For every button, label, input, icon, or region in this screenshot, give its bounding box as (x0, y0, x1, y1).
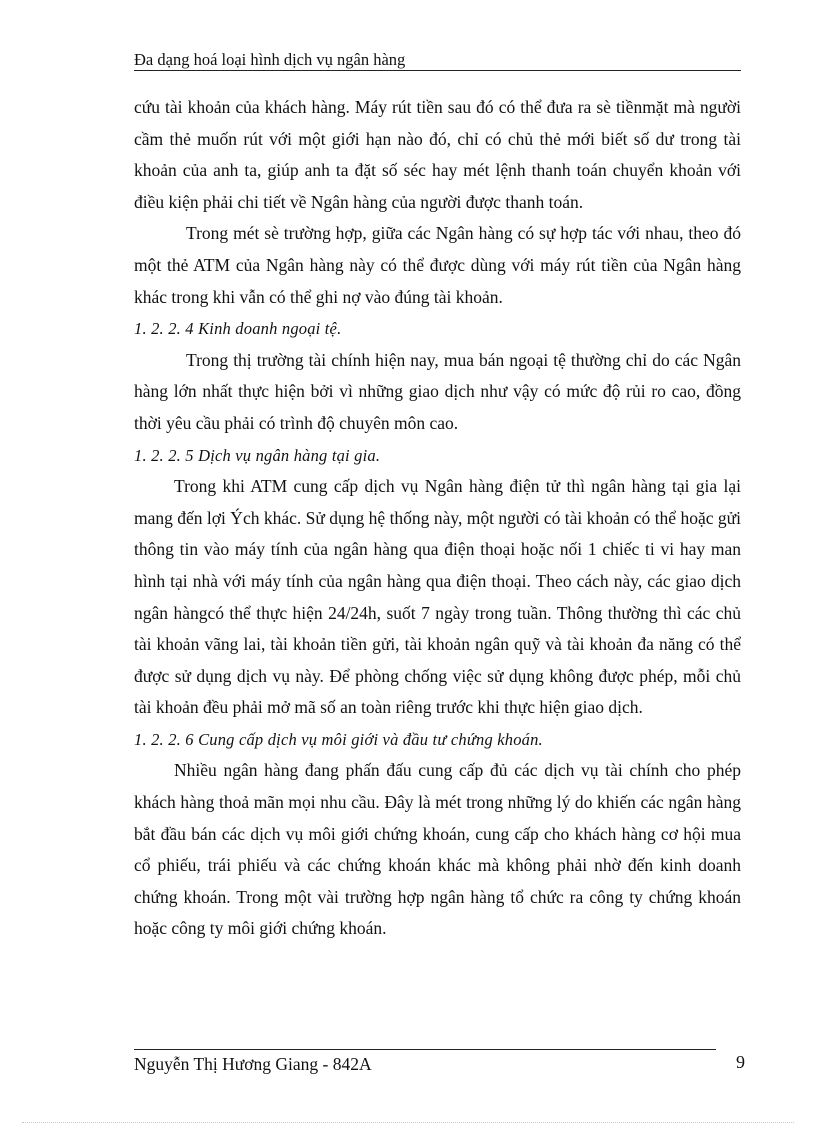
paragraph-home-banking: Trong khi ATM cung cấp dịch vụ Ngân hàng điện tử thì ngân hàng tại gia lại mang đến lợi Ých khác. Sử dụng hệ thống này, một người có tài khoản có thể hoặc gửi thông tin vào máy tính của ngân hàng qua điện thoại hoặc nối 1 chiếc ti vi hay man hình tại nhà với máy tính của ngân hàng qua điện thoại. Theo cách này, các giao dịch ngân hàngcó thể thực hiện 24/24h, suốt 7 ngày trong tuần. Thông thường thì các chủ tài khoản vãng lai, tài khoản tiền gửi, tài khoản ngân quỹ và tài khoản đa năng có thể được sử dụng dịch vụ này. Để phòng chống việc sử dụng không được phép, mỗi chủ tài khoản đều phải mở mã số an toàn riêng trước khi thực hiện giao dịch. (134, 476, 741, 718)
section-heading-brokerage: 1. 2. 2. 6 Cung cấp dịch vụ môi giới và đầu tư chứng khoán. (134, 729, 543, 749)
paragraph-bank-cooperation: Trong mét sè trường hợp, giữa các Ngân hàng có sự hợp tác với nhau, theo đó một thẻ ATM của Ngân hàng này có thể được dùng với máy rút tiền của Ngân hàng khác trong khi vẫn có thể ghi nợ vào đúng tài khoản. (134, 223, 741, 307)
paragraph-atm-continued: cứu tài khoản của khách hàng. Máy rút tiền sau đó có thể đưa ra sè tiềnmặt mà người cầm thẻ muốn rút với một giới hạn nào đó, chỉ có chủ thẻ mới biết số dư trong tài khoản của anh ta, giúp anh ta đặt số séc hay mét lệnh thanh toán chuyển khoản với điều kiện phải chi tiết về Ngân hàng của người được thanh toán. (134, 97, 741, 212)
header-title: Đa dạng hoá loại hình dịch vụ ngân hàng (134, 50, 406, 69)
document-body (134, 92, 741, 945)
section-heading-foreign-exchange: 1. 2. 2. 4 Kinh doanh ngoại tệ. (134, 319, 342, 339)
footer-divider (134, 1049, 716, 1050)
page-header (134, 50, 741, 71)
section-heading-home-banking: 1. 2. 2. 5 Dịch vụ ngân hàng tại gia. (134, 445, 381, 465)
paragraph-foreign-exchange: Trong thị trường tài chính hiện nay, mua bán ngoại tệ thường chỉ do các Ngân hàng lớn nhất thực hiện bởi vì những giao dịch như vậy có mức độ rủi ro cao, đồng thời yêu cầu phải có trình độ chuyên môn cao. (134, 349, 741, 433)
paragraph-brokerage: Nhiều ngân hàng đang phấn đấu cung cấp đủ các dịch vụ tài chính cho phép khách hàng thoả mãn mọi nhu cầu. Đây là mét trong những lý do khiến các ngân hàng bắt đầu bán các dịch vụ môi giới chứng khoán, cung cấp cho khách hàng cơ hội mua cổ phiếu, trái phiếu và các chứng khoán khác mà không phải nhờ đến kinh doanh chứng khoán. Trong một vài trường hợp ngân hàng tổ chức ra công ty chứng khoán hoặc công ty môi giới chứng khoán. (134, 760, 741, 939)
page-number: 9 (736, 1052, 745, 1072)
footer-author: Nguyễn Thị Hương Giang - 842A (134, 1054, 372, 1074)
